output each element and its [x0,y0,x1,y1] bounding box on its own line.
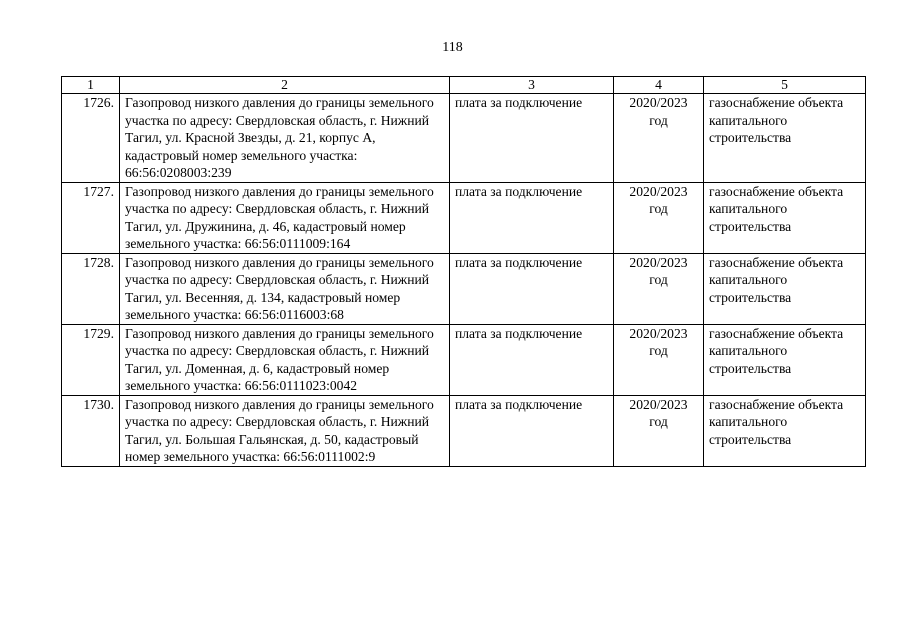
column-header: 5 [704,77,866,94]
implementation-period: 2020/2023 год [614,94,704,183]
page-number: 118 [442,40,463,55]
object-description: Газопровод низкого давления до границы земельного участка по адресу: Свердловская область, г. Нижний Тагил, ул. Дружинина, д. 46, кадастровый номер земельного участка: 66:56:0111009:164 [120,182,450,253]
implementation-period: 2020/2023 год [614,324,704,395]
purpose: газоснабжение объекта капитального строительства [704,395,866,466]
purpose: газоснабжение объекта капитального строительства [704,253,866,324]
table-header-row [62,77,866,94]
purpose: газоснабжение объекта капитального строительства [704,182,866,253]
funding-source: плата за подключение [450,253,614,324]
table-row [62,324,866,395]
column-header: 1 [62,77,120,94]
column-header: 2 [120,77,450,94]
table-row [62,253,866,324]
row-number: 1728. [62,253,120,324]
row-number: 1726. [62,94,120,183]
document-table [61,76,866,467]
row-number: 1730. [62,395,120,466]
funding-source: плата за подключение [450,94,614,183]
implementation-period: 2020/2023 год [614,182,704,253]
funding-source: плата за подключение [450,324,614,395]
row-number: 1727. [62,182,120,253]
funding-source: плата за подключение [450,182,614,253]
funding-source: плата за подключение [450,395,614,466]
column-header: 4 [614,77,704,94]
column-header: 3 [450,77,614,94]
purpose: газоснабжение объекта капитального строительства [704,94,866,183]
row-number: 1729. [62,324,120,395]
object-description: Газопровод низкого давления до границы земельного участка по адресу: Свердловская область, г. Нижний Тагил, ул. Красной Звезды, д. 21, корпус А, кадастровый номер земельного участка: 66:56:0208003:239 [120,94,450,183]
implementation-period: 2020/2023 год [614,253,704,324]
implementation-period: 2020/2023 год [614,395,704,466]
table-row [62,94,866,183]
purpose: газоснабжение объекта капитального строительства [704,324,866,395]
object-description: Газопровод низкого давления до границы земельного участка по адресу: Свердловская область, г. Нижний Тагил, ул. Большая Гальянская, д. 50, кадастровый номер земельного участка: 66:56:0111002:9 [120,395,450,466]
object-description: Газопровод низкого давления до границы земельного участка по адресу: Свердловская область, г. Нижний Тагил, ул. Весенняя, д. 134, кадастровый номер земельного участка: 66:56:0116003:68 [120,253,450,324]
table-row [62,182,866,253]
table-row [62,395,866,466]
object-description: Газопровод низкого давления до границы земельного участка по адресу: Свердловская область, г. Нижний Тагил, ул. Доменная, д. 6, кадастровый номер земельного участка: 66:56:0111023:0042 [120,324,450,395]
